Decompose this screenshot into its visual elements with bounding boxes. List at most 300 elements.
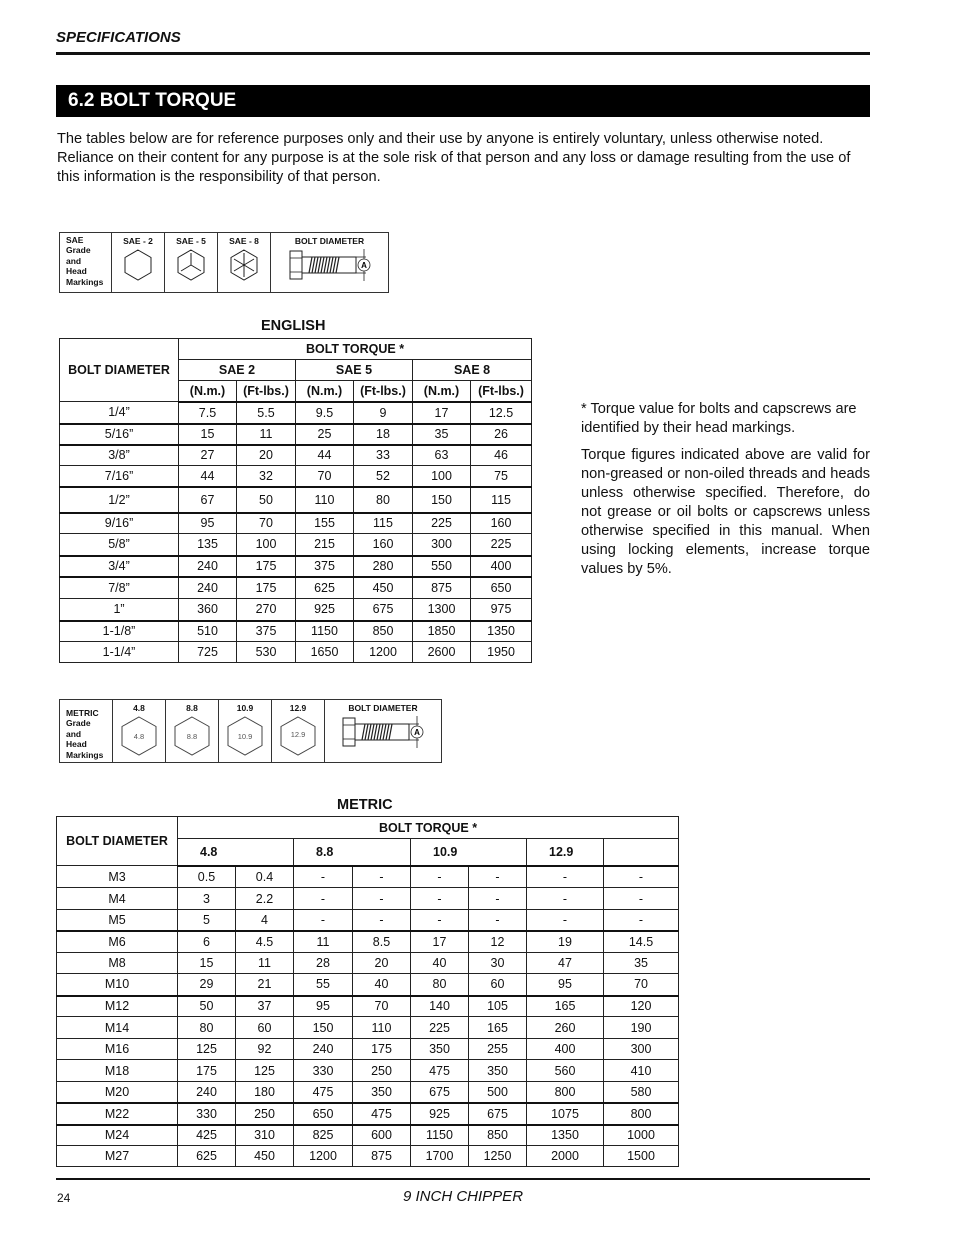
- header-rule: [56, 52, 870, 55]
- torque-value-cell: 4: [236, 910, 294, 931]
- torque-value-cell: 1200: [354, 642, 413, 663]
- bolt-size-cell: 3/4”: [60, 556, 179, 577]
- torque-value-cell: -: [411, 866, 469, 888]
- torque-value-cell: 350: [353, 1082, 411, 1103]
- bolt-size-cell: 1-1/8”: [60, 621, 179, 642]
- torque-value-cell: 650: [294, 1103, 353, 1125]
- hex-head-12-9-icon: [276, 715, 320, 757]
- label-line: Markings: [66, 276, 104, 287]
- torque-value-cell: 925: [411, 1103, 469, 1125]
- torque-value-cell: 925: [296, 599, 354, 621]
- table-row: [57, 1082, 679, 1103]
- torque-value-cell: 560: [527, 1060, 604, 1082]
- torque-value-cell: 300: [604, 1039, 679, 1060]
- bolt-diameter-heading: BOLT DIAMETER: [294, 236, 365, 246]
- bolt-size-cell: M14: [57, 1017, 178, 1039]
- label-line: Head: [66, 739, 87, 750]
- sae-markings-label: [60, 233, 112, 293]
- torque-value-cell: 15: [178, 953, 236, 974]
- metric-markings-panel: [59, 699, 442, 763]
- bolt-size-cell: M10: [57, 974, 178, 996]
- grade-sae-2: SAE 2: [179, 360, 296, 381]
- hex-head-10-9-icon: [223, 715, 267, 757]
- label-line: and: [66, 255, 82, 266]
- english-table-body: [60, 402, 532, 663]
- grade-10-9-heading: 10.9: [236, 703, 254, 713]
- torque-value-cell: 165: [469, 1017, 527, 1039]
- torque-value-cell: 55: [294, 974, 353, 996]
- torque-value-cell: -: [527, 866, 604, 888]
- label-line: METRIC: [66, 708, 99, 718]
- bolt-size-cell: M12: [57, 996, 178, 1017]
- torque-value-cell: 110: [353, 1017, 411, 1039]
- bolt-size-cell: 5/16”: [60, 424, 179, 445]
- grade-12-9: 12.9: [527, 839, 604, 866]
- torque-value-cell: 155: [296, 513, 354, 534]
- note-lubrication: Torque figures indicated above are valid for non-greased or non-oiled threads and heads unless otherwise specified. Therefore, do not grease or oil bolts or capscrews unless otherwise specified in this manual. When using locking elements, increase torque values by 5%.: [581, 447, 870, 577]
- english-caption: ENGLISH: [261, 318, 326, 334]
- unit-header: (N.m.): [179, 381, 237, 402]
- sae-5-heading: SAE - 5: [176, 236, 206, 246]
- hex-head-3-lines-icon: [174, 248, 208, 282]
- torque-value-cell: -: [294, 888, 353, 910]
- torque-value-cell: 875: [413, 577, 471, 599]
- label-line: and: [66, 728, 82, 739]
- bolt-diameter-cell: [271, 233, 389, 293]
- bolt-size-cell: M8: [57, 953, 178, 974]
- torque-value-cell: 1950: [471, 642, 532, 663]
- torque-value-cell: 50: [237, 487, 296, 513]
- bolt-size-cell: 9/16”: [60, 513, 179, 534]
- table-row: [60, 621, 532, 642]
- torque-value-cell: 270: [237, 599, 296, 621]
- grade-empty-cell: [604, 839, 679, 866]
- torque-value-cell: 18: [354, 424, 413, 445]
- table-row: [57, 1039, 679, 1060]
- dimension-letter: A: [360, 261, 367, 270]
- torque-value-cell: 625: [296, 577, 354, 599]
- torque-value-cell: 0.5: [178, 866, 236, 888]
- sae-markings-panel: [59, 232, 389, 293]
- metric-torque-table: [56, 816, 679, 1167]
- head-mark-text: 4.8: [133, 732, 145, 741]
- torque-value-cell: 11: [236, 953, 294, 974]
- torque-value-cell: -: [469, 866, 527, 888]
- bolt-size-cell: 1-1/4”: [60, 642, 179, 663]
- torque-value-cell: 95: [294, 996, 353, 1017]
- torque-value-cell: 9.5: [296, 402, 354, 424]
- torque-value-cell: 215: [296, 534, 354, 556]
- label-line: SAE: [66, 235, 84, 245]
- label-line: Grade: [66, 718, 91, 729]
- section-title-banner: 6.2 BOLT TORQUE: [56, 85, 870, 117]
- torque-value-cell: 800: [527, 1082, 604, 1103]
- torque-value-cell: 850: [354, 621, 413, 642]
- table-row: [60, 534, 532, 556]
- torque-value-cell: 2600: [413, 642, 471, 663]
- torque-value-cell: 4.5: [236, 931, 294, 953]
- grade-10-9: 10.9: [411, 839, 527, 866]
- torque-value-cell: 250: [353, 1060, 411, 1082]
- table-row: [60, 424, 532, 445]
- torque-value-cell: 800: [604, 1103, 679, 1125]
- torque-value-cell: 8.5: [353, 931, 411, 953]
- torque-notes: [581, 400, 870, 587]
- torque-value-cell: 20: [237, 445, 296, 466]
- torque-value-cell: 12.5: [471, 402, 532, 424]
- torque-value-cell: 400: [527, 1039, 604, 1060]
- torque-value-cell: -: [469, 910, 527, 931]
- torque-value-cell: 165: [527, 996, 604, 1017]
- torque-value-cell: 225: [411, 1017, 469, 1039]
- bolt-size-cell: 3/8”: [60, 445, 179, 466]
- torque-value-cell: 70: [604, 974, 679, 996]
- torque-value-cell: 875: [353, 1146, 411, 1167]
- grade-8-8-cell: [166, 700, 219, 763]
- grade-4-8: 4.8: [178, 839, 294, 866]
- table-row: [57, 1060, 679, 1082]
- hex-head-4-8-icon: [117, 715, 161, 757]
- torque-value-cell: 260: [527, 1017, 604, 1039]
- torque-value-cell: 5.5: [237, 402, 296, 424]
- torque-value-cell: -: [469, 888, 527, 910]
- head-mark-text: 12.9: [290, 730, 306, 739]
- torque-value-cell: 475: [294, 1082, 353, 1103]
- torque-value-cell: 310: [236, 1125, 294, 1146]
- torque-value-cell: 255: [469, 1039, 527, 1060]
- grade-sae-8: SAE 8: [413, 360, 532, 381]
- torque-value-cell: 135: [179, 534, 237, 556]
- metric-caption: METRIC: [337, 797, 393, 813]
- metric-bolt-diameter-heading: BOLT DIAMETER: [348, 703, 418, 713]
- grade-4-8-cell: [113, 700, 166, 763]
- table-row: [57, 1017, 679, 1039]
- torque-value-cell: 350: [411, 1039, 469, 1060]
- torque-value-cell: 1250: [469, 1146, 527, 1167]
- hex-head-6-lines-icon: [227, 248, 261, 282]
- torque-value-cell: 300: [413, 534, 471, 556]
- torque-value-cell: 35: [604, 953, 679, 974]
- grade-12-9-heading: 12.9: [289, 703, 307, 713]
- unit-header: (Ft-lbs.): [354, 381, 413, 402]
- torque-value-cell: 11: [237, 424, 296, 445]
- metric-bolt-diameter-cell: [325, 700, 442, 763]
- torque-value-cell: 27: [179, 445, 237, 466]
- torque-value-cell: 240: [179, 556, 237, 577]
- grade-sae-5: SAE 5: [296, 360, 413, 381]
- torque-value-cell: 100: [237, 534, 296, 556]
- torque-value-cell: -: [604, 866, 679, 888]
- torque-value-cell: -: [353, 888, 411, 910]
- table-row: [60, 599, 532, 621]
- torque-value-cell: 120: [604, 996, 679, 1017]
- grade-4-8-heading: 4.8: [133, 703, 145, 713]
- torque-value-cell: 70: [237, 513, 296, 534]
- torque-value-cell: 40: [353, 974, 411, 996]
- unit-header: (N.m.): [413, 381, 471, 402]
- bolt-size-cell: M20: [57, 1082, 178, 1103]
- grade-8-8: 8.8: [294, 839, 411, 866]
- table-row: [57, 888, 679, 910]
- torque-value-cell: 9: [354, 402, 413, 424]
- unit-header: (Ft-lbs.): [237, 381, 296, 402]
- torque-value-cell: 510: [179, 621, 237, 642]
- torque-value-cell: 46: [471, 445, 532, 466]
- metric-bolt-diameter-header: BOLT DIAMETER: [57, 817, 178, 866]
- torque-value-cell: 425: [178, 1125, 236, 1146]
- grade-10-9-cell: [219, 700, 272, 763]
- table-row: [60, 577, 532, 599]
- torque-value-cell: 530: [237, 642, 296, 663]
- bolt-size-cell: M16: [57, 1039, 178, 1060]
- torque-value-cell: 360: [179, 599, 237, 621]
- torque-value-cell: -: [527, 888, 604, 910]
- torque-value-cell: 6: [178, 931, 236, 953]
- torque-value-cell: -: [411, 888, 469, 910]
- hex-head-8-8-icon: [170, 715, 214, 757]
- torque-value-cell: 250: [236, 1103, 294, 1125]
- torque-value-cell: 1350: [471, 621, 532, 642]
- torque-value-cell: 375: [296, 556, 354, 577]
- table-row: [60, 402, 532, 424]
- torque-value-cell: 1300: [413, 599, 471, 621]
- grade-12-9-cell: [272, 700, 325, 763]
- torque-value-cell: 105: [469, 996, 527, 1017]
- torque-value-cell: 29: [178, 974, 236, 996]
- bolt-size-cell: M5: [57, 910, 178, 931]
- torque-value-cell: 11: [294, 931, 353, 953]
- torque-value-cell: 25: [296, 424, 354, 445]
- torque-value-cell: 240: [178, 1082, 236, 1103]
- torque-value-cell: 140: [411, 996, 469, 1017]
- torque-value-cell: 60: [236, 1017, 294, 1039]
- table-row: [57, 953, 679, 974]
- torque-value-cell: 12: [469, 931, 527, 953]
- torque-value-cell: 280: [354, 556, 413, 577]
- torque-value-cell: 190: [604, 1017, 679, 1039]
- note-head-markings: * Torque value for bolts and capscrews are identified by their head markings.: [581, 401, 857, 436]
- torque-value-cell: 150: [294, 1017, 353, 1039]
- sae-8-cell: [218, 233, 271, 293]
- table-row: [57, 974, 679, 996]
- torque-value-cell: 2000: [527, 1146, 604, 1167]
- torque-value-cell: 60: [469, 974, 527, 996]
- torque-value-cell: 125: [236, 1060, 294, 1082]
- torque-value-cell: -: [604, 888, 679, 910]
- torque-value-cell: 1150: [296, 621, 354, 642]
- torque-value-cell: 14.5: [604, 931, 679, 953]
- torque-value-cell: 37: [236, 996, 294, 1017]
- torque-value-cell: 825: [294, 1125, 353, 1146]
- table-row: [57, 1146, 679, 1167]
- english-bolt-torque-header: BOLT TORQUE *: [179, 339, 532, 360]
- torque-value-cell: 675: [411, 1082, 469, 1103]
- torque-value-cell: 475: [353, 1103, 411, 1125]
- torque-value-cell: 95: [179, 513, 237, 534]
- torque-value-cell: 26: [471, 424, 532, 445]
- torque-value-cell: 28: [294, 953, 353, 974]
- torque-value-cell: 17: [411, 931, 469, 953]
- torque-value-cell: 63: [413, 445, 471, 466]
- torque-value-cell: 550: [413, 556, 471, 577]
- torque-value-cell: 19: [527, 931, 604, 953]
- torque-value-cell: 21: [236, 974, 294, 996]
- dimension-letter: A: [414, 728, 420, 737]
- torque-value-cell: 110: [296, 487, 354, 513]
- torque-value-cell: 44: [179, 466, 237, 487]
- torque-value-cell: 75: [471, 466, 532, 487]
- metric-table-body: [57, 866, 679, 1167]
- bolt-size-cell: 5/8”: [60, 534, 179, 556]
- torque-value-cell: 20: [353, 953, 411, 974]
- sae-8-heading: SAE - 8: [229, 236, 259, 246]
- torque-value-cell: 600: [353, 1125, 411, 1146]
- bolt-size-cell: M18: [57, 1060, 178, 1082]
- hex-head-plain-icon: [121, 248, 155, 282]
- bolt-side-view-icon: [280, 248, 380, 282]
- unit-header: (Ft-lbs.): [471, 381, 532, 402]
- label-line: Grade: [66, 245, 91, 256]
- torque-value-cell: 35: [413, 424, 471, 445]
- bolt-size-cell: 7/16”: [60, 466, 179, 487]
- head-mark-text: 8.8: [186, 732, 198, 741]
- torque-value-cell: 1350: [527, 1125, 604, 1146]
- torque-value-cell: 1200: [294, 1146, 353, 1167]
- torque-value-cell: 80: [354, 487, 413, 513]
- torque-value-cell: 580: [604, 1082, 679, 1103]
- bolt-size-cell: M3: [57, 866, 178, 888]
- metric-markings-label: [60, 700, 113, 763]
- bolt-size-cell: 1/2”: [60, 487, 179, 513]
- torque-value-cell: 7.5: [179, 402, 237, 424]
- torque-value-cell: 80: [178, 1017, 236, 1039]
- torque-value-cell: 175: [353, 1039, 411, 1060]
- torque-value-cell: 160: [354, 534, 413, 556]
- torque-value-cell: 225: [413, 513, 471, 534]
- english-torque-table: [59, 338, 532, 663]
- sae-5-cell: [165, 233, 218, 293]
- torque-value-cell: 450: [354, 577, 413, 599]
- torque-value-cell: -: [353, 910, 411, 931]
- torque-value-cell: 1500: [604, 1146, 679, 1167]
- torque-value-cell: 2.2: [236, 888, 294, 910]
- torque-value-cell: 47: [527, 953, 604, 974]
- torque-value-cell: 1700: [411, 1146, 469, 1167]
- torque-value-cell: -: [294, 910, 353, 931]
- bolt-side-view-icon: [333, 715, 433, 749]
- torque-value-cell: 70: [353, 996, 411, 1017]
- bolt-size-cell: M4: [57, 888, 178, 910]
- torque-value-cell: 80: [411, 974, 469, 996]
- torque-value-cell: 350: [469, 1060, 527, 1082]
- torque-value-cell: 50: [178, 996, 236, 1017]
- torque-value-cell: 675: [469, 1103, 527, 1125]
- torque-value-cell: 70: [296, 466, 354, 487]
- metric-bolt-torque-header: BOLT TORQUE *: [178, 817, 679, 839]
- torque-value-cell: 17: [413, 402, 471, 424]
- torque-value-cell: 375: [237, 621, 296, 642]
- torque-value-cell: 1075: [527, 1103, 604, 1125]
- sae-2-cell: [112, 233, 165, 293]
- torque-value-cell: 32: [237, 466, 296, 487]
- head-mark-text: 10.9: [237, 732, 253, 741]
- torque-value-cell: 475: [411, 1060, 469, 1082]
- torque-value-cell: -: [604, 910, 679, 931]
- grade-8-8-heading: 8.8: [186, 703, 198, 713]
- torque-value-cell: 150: [413, 487, 471, 513]
- torque-value-cell: 67: [179, 487, 237, 513]
- torque-value-cell: 175: [178, 1060, 236, 1082]
- intro-paragraph: The tables below are for reference purposes only and their use by anyone is entirely voluntary, unless otherwise noted. Reliance on their content for any purpose is at the sole risk of that person and any loss or damage resulting from the use of this information is the responsibility of that person.: [57, 131, 851, 185]
- torque-value-cell: 625: [178, 1146, 236, 1167]
- footer-rule: [56, 1178, 870, 1180]
- english-bolt-diameter-header: BOLT DIAMETER: [60, 339, 179, 402]
- sae-2-heading: SAE - 2: [123, 236, 153, 246]
- torque-value-cell: 240: [294, 1039, 353, 1060]
- torque-value-cell: -: [411, 910, 469, 931]
- page-number: 24: [57, 1191, 71, 1205]
- label-line: Markings: [66, 749, 104, 760]
- table-row: [60, 556, 532, 577]
- table-row: [57, 996, 679, 1017]
- torque-value-cell: 15: [179, 424, 237, 445]
- bolt-size-cell: M27: [57, 1146, 178, 1167]
- torque-value-cell: 400: [471, 556, 532, 577]
- footer-title: 9 INCH CHIPPER: [403, 1188, 524, 1205]
- torque-value-cell: -: [294, 866, 353, 888]
- bolt-size-cell: M24: [57, 1125, 178, 1146]
- torque-value-cell: 410: [604, 1060, 679, 1082]
- torque-value-cell: 175: [237, 577, 296, 599]
- torque-value-cell: 675: [354, 599, 413, 621]
- bolt-size-cell: 1/4”: [60, 402, 179, 424]
- torque-value-cell: 5: [178, 910, 236, 931]
- torque-value-cell: 115: [354, 513, 413, 534]
- torque-value-cell: 33: [354, 445, 413, 466]
- torque-value-cell: 225: [471, 534, 532, 556]
- torque-value-cell: 850: [469, 1125, 527, 1146]
- torque-value-cell: 450: [236, 1146, 294, 1167]
- torque-value-cell: 975: [471, 599, 532, 621]
- torque-value-cell: 115: [471, 487, 532, 513]
- torque-value-cell: 1650: [296, 642, 354, 663]
- torque-value-cell: 92: [236, 1039, 294, 1060]
- torque-value-cell: 52: [354, 466, 413, 487]
- table-row: [57, 1103, 679, 1125]
- torque-value-cell: 725: [179, 642, 237, 663]
- table-row: [60, 445, 532, 466]
- torque-value-cell: 330: [178, 1103, 236, 1125]
- torque-value-cell: 650: [471, 577, 532, 599]
- bolt-size-cell: 7/8”: [60, 577, 179, 599]
- table-row: [60, 466, 532, 487]
- torque-value-cell: 40: [411, 953, 469, 974]
- table-row: [57, 1125, 679, 1146]
- bolt-size-cell: M6: [57, 931, 178, 953]
- unit-header: (N.m.): [296, 381, 354, 402]
- torque-value-cell: 240: [179, 577, 237, 599]
- bolt-size-cell: 1”: [60, 599, 179, 621]
- torque-value-cell: 175: [237, 556, 296, 577]
- table-row: [57, 931, 679, 953]
- torque-value-cell: -: [353, 866, 411, 888]
- torque-value-cell: 100: [413, 466, 471, 487]
- torque-value-cell: 160: [471, 513, 532, 534]
- table-row: [60, 642, 532, 663]
- bolt-size-cell: M22: [57, 1103, 178, 1125]
- torque-value-cell: 0.4: [236, 866, 294, 888]
- table-row: [60, 487, 532, 513]
